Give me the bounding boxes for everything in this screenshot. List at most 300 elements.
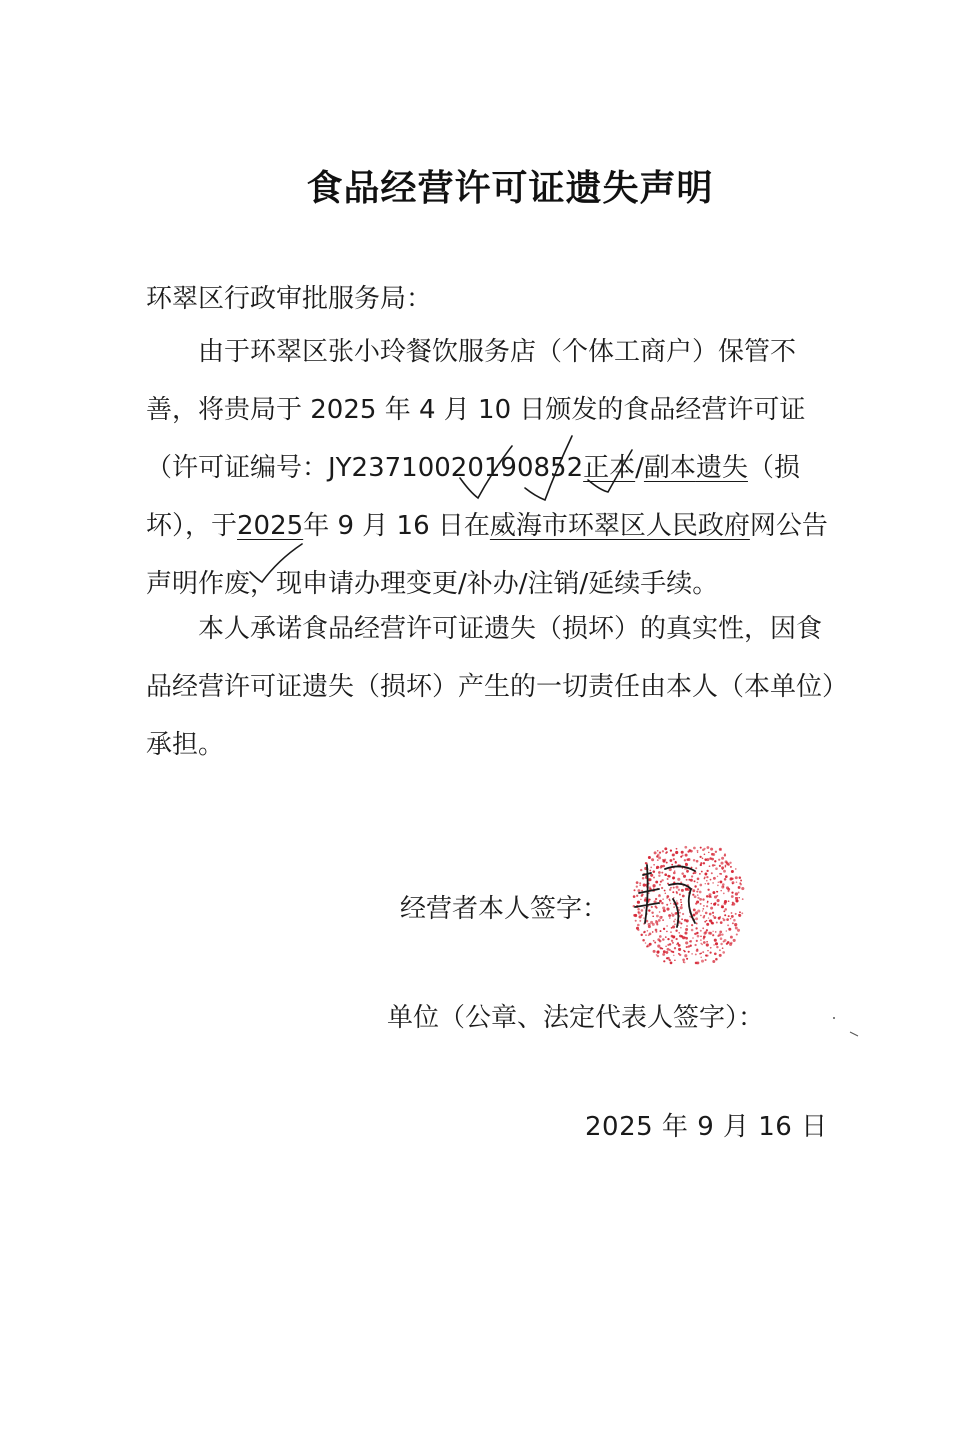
fingerprint-dot xyxy=(708,852,709,853)
fingerprint-dot xyxy=(647,930,649,932)
fingerprint-dot xyxy=(697,888,699,890)
fingerprint-dot xyxy=(720,921,723,924)
fingerprint-dot xyxy=(742,898,744,900)
fingerprint-dot xyxy=(666,862,668,864)
fingerprint-dot xyxy=(684,859,686,861)
fingerprint-dot xyxy=(723,910,725,912)
fingerprint-dot xyxy=(700,847,702,849)
fingerprint-dot xyxy=(728,915,730,917)
fingerprint-dot xyxy=(685,854,688,857)
fingerprint-dot xyxy=(684,919,687,922)
fingerprint-dot xyxy=(704,932,707,935)
fingerprint-dot xyxy=(736,897,738,899)
announcement-venue: 威海市环翠区人民政府 xyxy=(489,511,750,541)
fingerprint-dot xyxy=(711,858,714,861)
fingerprint-dot xyxy=(731,891,733,893)
fingerprint-dot xyxy=(681,872,684,875)
fingerprint-dot xyxy=(710,947,712,949)
fingerprint-dot xyxy=(712,912,714,914)
fingerprint-dot xyxy=(724,914,726,916)
fingerprint-dot xyxy=(720,890,722,892)
fingerprint-dot xyxy=(695,962,698,965)
option-original-copy: 正本 xyxy=(583,453,636,483)
fingerprint-dot xyxy=(664,847,667,850)
fingerprint-dot xyxy=(674,918,676,920)
fingerprint-dot xyxy=(682,855,684,857)
fingerprint-dot xyxy=(703,916,705,918)
fingerprint-dot xyxy=(716,922,718,924)
fingerprint-dot xyxy=(704,873,707,876)
fingerprint-dot xyxy=(695,917,698,920)
fingerprint-dot xyxy=(637,908,640,911)
fingerprint-dot xyxy=(666,957,668,959)
fingerprint-dot xyxy=(732,902,734,904)
fingerprint-dot xyxy=(722,883,725,886)
fingerprint-dot xyxy=(661,902,663,904)
fingerprint-dot xyxy=(657,955,659,957)
fingerprint-dot xyxy=(703,937,705,939)
fingerprint-dot xyxy=(712,853,715,856)
fingerprint-dot xyxy=(636,885,638,887)
fingerprint-dot xyxy=(723,940,725,942)
fingerprint-dot xyxy=(673,920,675,922)
fingerprint-dot xyxy=(662,938,665,941)
fingerprint-dot xyxy=(685,941,688,944)
fingerprint-dot xyxy=(648,909,650,911)
fingerprint-dot xyxy=(666,908,669,911)
fingerprint-dot xyxy=(667,938,669,940)
fingerprint-dot xyxy=(705,959,707,961)
fingerprint-dot xyxy=(675,938,677,940)
fingerprint-dot xyxy=(706,870,708,872)
fingerprint-dot xyxy=(702,858,704,860)
fingerprint-dot xyxy=(678,948,681,951)
fingerprint-dot xyxy=(727,924,729,926)
fingerprint-dot xyxy=(641,893,643,895)
fingerprint-dot xyxy=(665,946,667,948)
fingerprint-dot xyxy=(648,856,651,859)
fingerprint-dot xyxy=(727,888,730,891)
fingerprint-dot xyxy=(639,884,640,885)
fingerprint-dot xyxy=(659,916,662,919)
option-lost: 遗失 xyxy=(695,453,748,483)
fingerprint-dot xyxy=(728,900,730,902)
fingerprint-dot xyxy=(739,911,741,913)
fingerprint-dot xyxy=(645,934,647,936)
fingerprint-dot xyxy=(635,914,637,916)
fingerprint-dot xyxy=(727,863,730,866)
fingerprint-dot xyxy=(702,927,704,929)
announcement-year: 2025 xyxy=(237,511,304,541)
fingerprint-dot xyxy=(645,942,647,944)
fingerprint-dot xyxy=(674,923,676,925)
fingerprint-dot xyxy=(733,939,736,942)
fingerprint-dot xyxy=(686,958,688,960)
fingerprint-dot xyxy=(738,886,740,888)
fingerprint-dot xyxy=(685,932,687,934)
fingerprint-dot xyxy=(717,904,719,906)
fingerprint-dot xyxy=(686,946,688,948)
signature-label: 经营者本人签字： xyxy=(400,894,609,924)
unit-seal-label: 单位（公章、法定代表人签字）： xyxy=(387,1003,765,1033)
fingerprint-dot xyxy=(724,878,727,881)
fingerprint-dot xyxy=(637,889,640,892)
fingerprint-dot xyxy=(669,959,671,961)
fingerprint-dot xyxy=(684,954,687,957)
fingerprint-dot xyxy=(663,909,666,912)
fingerprint-dot xyxy=(662,860,665,863)
fingerprint-dot xyxy=(659,900,662,903)
fingerprint-dot xyxy=(714,939,717,942)
commitment-paragraph: 本人承诺食品经营许可证遗失（损坏）的真实性，因食品经营许可证遗失（损坏）产生的一切责任由本人（本单位）承担。 xyxy=(146,614,836,760)
fingerprint-dot xyxy=(662,953,665,956)
fingerprint-dot xyxy=(676,900,678,902)
fingerprint-dot xyxy=(654,851,657,854)
fingerprint-dot xyxy=(722,951,725,954)
fingerprint-dot xyxy=(653,884,656,887)
fingerprint-dot xyxy=(667,948,670,951)
fingerprint-dot xyxy=(730,866,732,868)
fingerprint-dot xyxy=(649,870,651,872)
fingerprint-dot xyxy=(721,857,724,860)
fingerprint-dot xyxy=(664,873,667,876)
option-damaged: （损坏），于 xyxy=(146,453,800,541)
fingerprint-dot xyxy=(643,907,645,909)
fingerprint-dot xyxy=(691,929,694,932)
fingerprint-dot xyxy=(670,849,672,851)
fingerprint-dot xyxy=(680,927,682,929)
fingerprint-dot xyxy=(659,911,661,913)
fingerprint-dot xyxy=(697,935,700,938)
fingerprint-dot xyxy=(668,914,671,917)
fingerprint-dot xyxy=(712,960,715,963)
fingerprint-dot xyxy=(716,946,718,948)
fingerprint-dot xyxy=(722,947,724,949)
fingerprint-dot xyxy=(691,953,693,955)
fingerprint-dot xyxy=(689,849,691,851)
declaration-paragraph xyxy=(146,323,846,613)
fingerprint-dot xyxy=(697,850,699,852)
fingerprint-dot xyxy=(643,917,644,918)
fingerprint-dot xyxy=(726,930,728,932)
fingerprint-dot xyxy=(673,955,674,956)
fingerprint-dot xyxy=(706,846,709,849)
fingerprint-dot xyxy=(700,956,702,958)
fingerprint-dot xyxy=(655,881,658,884)
fingerprint-dot xyxy=(650,874,653,877)
fingerprint-dot xyxy=(741,912,743,914)
fingerprint-dot xyxy=(738,892,740,894)
fingerprint-dot xyxy=(715,942,718,945)
fingerprint-dot xyxy=(653,870,656,873)
fingerprint-dot xyxy=(675,930,677,932)
fingerprint-dot xyxy=(659,884,661,886)
fingerprint-dot xyxy=(657,859,659,861)
fingerprint-dot xyxy=(677,942,679,944)
fingerprint-dot xyxy=(709,932,712,935)
fingerprint-dot xyxy=(709,865,711,867)
fingerprint-dot xyxy=(676,848,678,850)
fingerprint-dot xyxy=(737,929,740,932)
fingerprint-dot xyxy=(710,896,712,898)
fingerprint-dot xyxy=(706,905,708,907)
fingerprint-dot xyxy=(715,931,717,933)
fingerprint-dot xyxy=(650,867,652,869)
fingerprint-dot xyxy=(696,949,699,952)
fingerprint-dot xyxy=(688,858,691,861)
fingerprint-dot xyxy=(726,918,729,921)
fingerprint-dot xyxy=(670,887,672,889)
fingerprint-dot xyxy=(720,943,722,945)
fingerprint-dot xyxy=(674,870,675,871)
fingerprint-dot xyxy=(674,960,676,962)
fingerprint-dot xyxy=(692,937,694,939)
fingerprint-dot xyxy=(683,961,684,962)
fingerprint-dot xyxy=(697,894,699,896)
option-duplicate-copy: 副本 xyxy=(643,453,696,483)
fingerprint-dot xyxy=(686,879,688,881)
fingerprint-dot xyxy=(729,862,731,864)
fingerprint-dot xyxy=(669,888,671,890)
fingerprint-dot xyxy=(682,913,684,915)
fingerprint-dot xyxy=(712,864,715,867)
fingerprint-dot xyxy=(681,851,684,854)
fingerprint-dot xyxy=(735,925,736,926)
fingerprint-dot xyxy=(680,901,682,903)
fingerprint-dot xyxy=(700,915,702,917)
fingerprint-dot xyxy=(671,914,674,917)
fingerprint-dot xyxy=(661,887,663,889)
fingerprint-dot xyxy=(739,876,742,879)
fingerprint-dot xyxy=(672,942,674,944)
fingerprint-dot xyxy=(719,916,721,918)
fingerprint-dot xyxy=(735,927,738,930)
fingerprint-dot xyxy=(718,882,719,883)
fingerprint-dot xyxy=(741,887,744,890)
fingerprint-dot xyxy=(719,949,721,951)
fingerprint-dot xyxy=(643,932,645,934)
fingerprint-dot xyxy=(730,877,733,880)
fingerprint-dot xyxy=(662,919,664,921)
fingerprint-dot xyxy=(683,875,686,878)
fingerprint-dot xyxy=(653,877,655,879)
fingerprint-dot xyxy=(710,879,712,881)
fingerprint-dot xyxy=(693,909,696,912)
fingerprint-dot xyxy=(735,897,737,899)
fingerprint-dot xyxy=(724,853,726,855)
fingerprint-dot xyxy=(690,879,693,882)
fingerprint-dot xyxy=(678,889,680,891)
fingerprint-dot xyxy=(670,903,671,904)
fingerprint-dot xyxy=(695,927,697,929)
fingerprint-dot xyxy=(739,897,740,898)
fingerprint-dot xyxy=(700,903,702,905)
fingerprint-dot xyxy=(730,936,733,939)
fingerprint-dot xyxy=(706,876,708,878)
fingerprint-dot xyxy=(662,898,664,900)
fingerprint-dot xyxy=(684,868,685,869)
fingerprint-dot xyxy=(694,933,697,936)
fingerprint-dot xyxy=(678,953,680,955)
fingerprint-dot xyxy=(672,891,674,893)
fingerprint-dot xyxy=(693,914,696,917)
fingerprint-dot xyxy=(722,886,723,887)
fingerprint-dot xyxy=(649,933,652,936)
fingerprint-dot xyxy=(633,889,635,891)
fingerprint-dot xyxy=(686,925,688,927)
fingerprint-dot xyxy=(673,887,675,889)
fingerprint-dot xyxy=(706,920,708,922)
fingerprint-dot xyxy=(697,877,700,880)
fingerprint-dot xyxy=(657,938,660,941)
fingerprint-dot xyxy=(678,932,679,933)
fingerprint-dot xyxy=(701,960,704,963)
fingerprint-dot xyxy=(696,900,699,903)
fingerprint-dot xyxy=(694,944,696,946)
fingerprint-dot xyxy=(670,931,672,933)
fingerprint-dot xyxy=(658,950,660,952)
fingerprint-dot xyxy=(661,879,663,881)
fingerprint-dot xyxy=(710,907,713,910)
fingerprint-dot xyxy=(681,904,683,906)
fingerprint-dot xyxy=(675,861,677,863)
fingerprint-dot xyxy=(679,912,681,914)
fingerprint-dot xyxy=(643,884,646,887)
fingerprint-dot xyxy=(700,930,702,932)
fingerprint-dot xyxy=(714,864,716,866)
fingerprint-dot xyxy=(682,895,685,898)
fingerprint-dot xyxy=(723,893,725,895)
fingerprint-dot xyxy=(669,900,671,902)
fingerprint-dot xyxy=(653,940,655,942)
fingerprint-dot xyxy=(676,891,678,893)
declaration-text-part1: 由于环翠区张小玲餐饮服务店（个体工商户）保管不善，将贵局于 2025 年 4 月 10 日颁发的食品经营许可证（许可证编号：JY23710020190852 xyxy=(146,337,806,483)
fingerprint-dot xyxy=(677,878,680,881)
fingerprint-dot xyxy=(714,860,716,862)
fingerprint-dot xyxy=(717,935,719,937)
fingerprint-dot xyxy=(706,880,708,882)
fingerprint-dot xyxy=(639,882,641,884)
fingerprint-dot xyxy=(640,869,642,871)
fingerprint-dot xyxy=(739,882,741,884)
fingerprint-dot xyxy=(636,881,639,884)
fingerprint-dot xyxy=(702,951,704,953)
fingerprint-dot xyxy=(735,899,738,902)
fingerprint-dot xyxy=(703,905,705,907)
fingerprint-dot xyxy=(697,852,698,853)
fingerprint-dot xyxy=(692,889,695,892)
fingerprint-dot xyxy=(722,918,723,919)
fingerprint-dot xyxy=(702,910,703,911)
fingerprint-dot xyxy=(636,895,638,897)
document-date: 2025 年 9 月 16 日 xyxy=(585,1112,828,1142)
fingerprint-dot xyxy=(659,935,662,938)
fingerprint-dot xyxy=(721,905,724,908)
fingerprint-dot xyxy=(666,925,668,927)
fingerprint-dot xyxy=(695,953,697,955)
fingerprint-dot xyxy=(675,912,678,915)
fingerprint-dot xyxy=(738,914,740,916)
fingerprint-dot xyxy=(655,929,658,932)
fingerprint-dot xyxy=(658,871,661,874)
fingerprint-dot xyxy=(716,891,718,893)
fingerprint-dot xyxy=(673,858,675,860)
fingerprint-dot xyxy=(641,909,644,912)
fingerprint-dot xyxy=(692,894,694,896)
fingerprint-dot xyxy=(725,876,727,878)
fingerprint-dot xyxy=(707,901,709,903)
fingerprint-dot xyxy=(702,908,704,910)
fingerprint-dot xyxy=(699,873,701,875)
fingerprint-dot xyxy=(716,895,718,897)
fingerprint-dot xyxy=(696,922,697,923)
fingerprint-dot xyxy=(640,934,642,936)
fingerprint-dot xyxy=(705,883,706,884)
fingerprint-dot xyxy=(710,952,712,954)
fingerprint-dot xyxy=(671,950,673,952)
fingerprint-dot xyxy=(655,920,656,921)
fingerprint-dot xyxy=(655,898,657,900)
fingerprint-dot xyxy=(706,943,709,946)
fingerprint-dot xyxy=(662,865,665,868)
fingerprint-dot xyxy=(696,891,698,893)
scan-specks xyxy=(820,1010,880,1050)
fingerprint-dot xyxy=(688,951,690,953)
fingerprint-dot xyxy=(697,897,699,899)
fingerprint-dot xyxy=(703,862,705,864)
fingerprint-dot xyxy=(648,923,651,926)
fingerprint-dot xyxy=(713,877,716,880)
fingerprint-and-signature xyxy=(625,845,745,965)
fingerprint-dot xyxy=(707,883,709,885)
fingerprint-dot xyxy=(707,950,709,952)
fingerprint-dot xyxy=(679,935,682,938)
fingerprint-dot xyxy=(636,927,639,930)
fingerprint-dot xyxy=(663,950,666,953)
fingerprint-dot xyxy=(701,944,703,946)
fingerprint-dot xyxy=(710,848,713,851)
fingerprint-dot xyxy=(669,917,671,919)
fingerprint-dot xyxy=(735,913,737,915)
fingerprint-dot xyxy=(719,873,721,875)
fingerprint-dot xyxy=(712,922,714,924)
fingerprint-dot xyxy=(633,895,636,898)
fingerprint-dot xyxy=(664,890,666,892)
fingerprint-dot xyxy=(735,868,736,869)
fingerprint-dot xyxy=(740,880,742,882)
fingerprint-dot xyxy=(652,923,655,926)
fingerprint-dot xyxy=(720,937,723,940)
fingerprint-dot xyxy=(732,883,734,885)
fingerprint-dot xyxy=(673,906,675,908)
fingerprint-dot xyxy=(708,917,709,918)
option-change: 变更 xyxy=(406,569,459,599)
fingerprint-dot xyxy=(697,909,700,912)
fingerprint-dot xyxy=(700,952,702,954)
fingerprint-dot xyxy=(651,911,653,913)
fingerprint-dot xyxy=(652,931,654,933)
fingerprint-dot xyxy=(637,901,640,904)
fingerprint-dot xyxy=(701,871,703,873)
fingerprint-dot xyxy=(731,895,734,898)
fingerprint-dot xyxy=(659,851,661,853)
fingerprint-dot xyxy=(719,880,722,883)
fingerprint-dot xyxy=(681,889,684,892)
fingerprint-dot xyxy=(704,878,706,880)
fingerprint-dot xyxy=(640,899,642,901)
fingerprint-dot xyxy=(661,872,663,874)
fingerprint-dot xyxy=(726,943,728,945)
